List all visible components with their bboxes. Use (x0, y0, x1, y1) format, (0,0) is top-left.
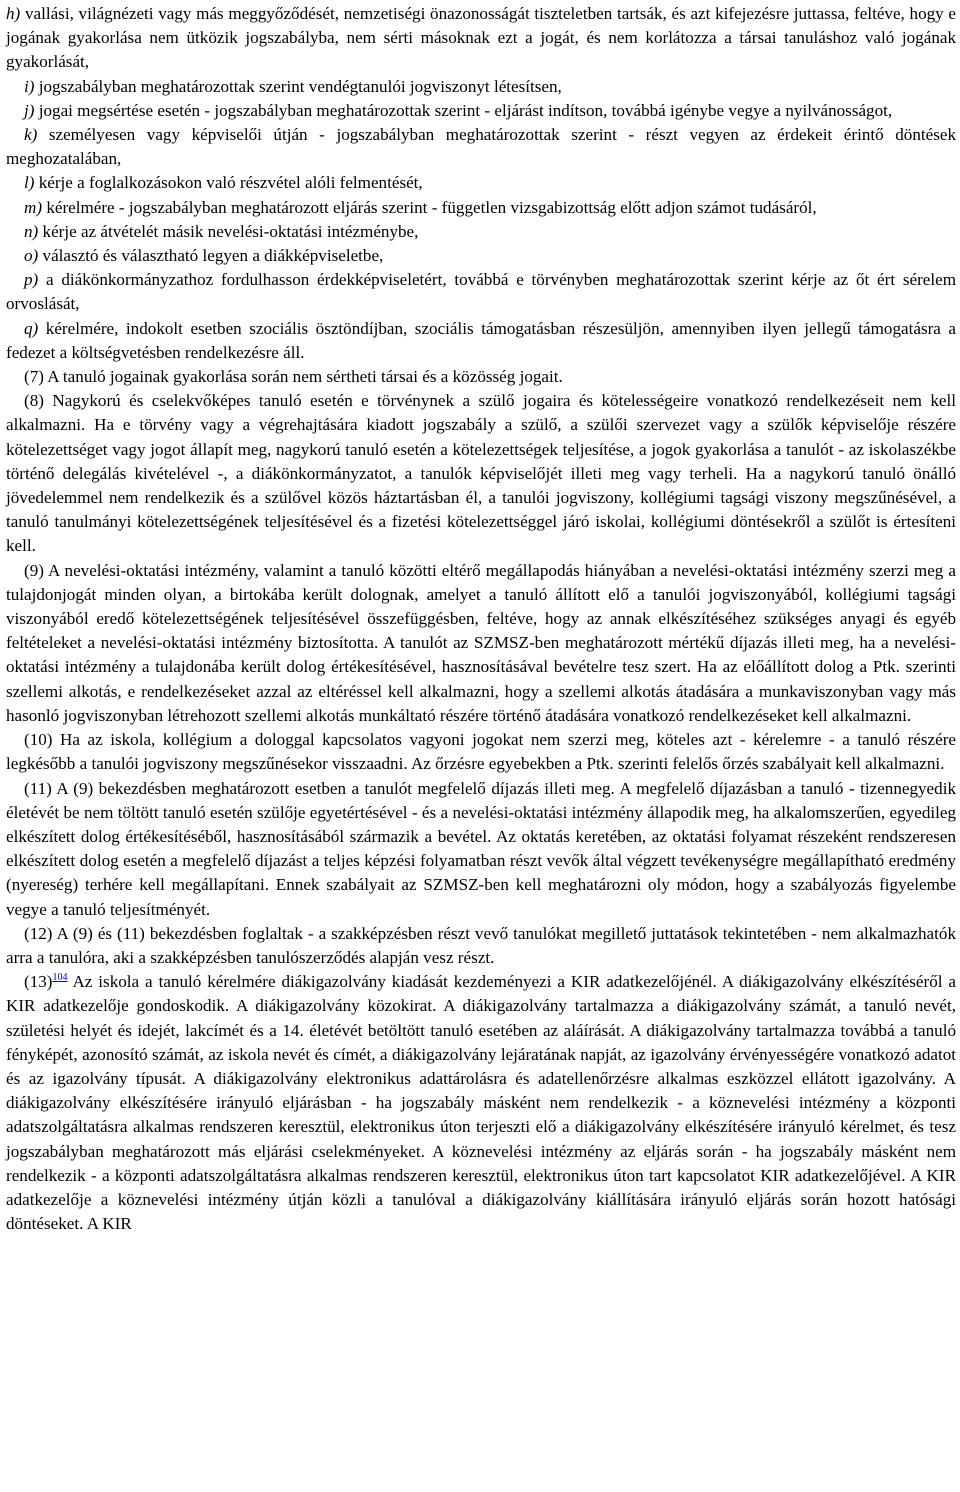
item-marker: j) (24, 100, 35, 120)
footnote-link[interactable]: 104 (52, 972, 68, 984)
item-text: a diákönkormányzathoz fordulhasson érdekképviseletért, továbbá e törvényben meghatározottak szerint kérje az őt ért sérelem orvoslását, (6, 270, 956, 314)
item-text: vallási, világnézeti vagy más meggyőződését, nemzetiségi önazonosságát tiszteletben tartsák, és azt kifejezésre juttassa, feltéve, hogy e jogának gyakorlása nem ütközik jogszabályba, nem sérti másoknak ezt a jogát, és nem korlátozza a társai tanuláshoz való jogának gyakorlását, (6, 4, 956, 72)
item-text: személyesen vagy képviselői útján - jogszabályban meghatározottak szerint - részt vegyen az érdekeit érintő döntések meghozatalában, (6, 125, 956, 169)
item-text: választó és választható legyen a diákképviseletbe, (38, 246, 384, 266)
list-item-p (6, 268, 956, 316)
item-text: kérje az átvételét másik nevelési-oktatási intézménybe, (38, 221, 419, 241)
item-marker: i) (24, 76, 35, 96)
paragraph-9: (9) A nevelési-oktatási intézmény, valamint a tanuló közötti eltérő megállapodás hiányában a nevelési-oktatási intézmény szerzi meg a tulajdonjogát minden olyan, a birtokába került dolognak, amelyet a tanuló állított elő a tanulói jogviszonyából, kollégiumi tagsági viszonyából eredő kötelezettségének teljesítésével összefüggésben, feltéve, hogy az annak elkészítéséhez szükséges anyagi és egyéb feltételeket a nevelési-oktatási intézmény biztosította. A tanulót az SZMSZ-ben meghatározott mértékű díjazás illeti meg, ha a nevelési-oktatási intézmény a tulajdonába került dolog értékesítésével, hasznosításával bevételre tesz szert. Ha az előállított dolog a Ptk. szerinti szellemi alkotás, e rendelkezéseket azzal az eltéréssel kell alkalmazni, hogy a szellemi alkotás átadására a munkaviszonyban vagy más hasonló jogviszonyban létrehozott szellemi alkotás munkáltató részére történő átadására vonatkozó rendelkezéseket kell alkalmazni. (6, 560, 956, 725)
list-item-q (6, 317, 956, 365)
list-item-m (6, 196, 956, 220)
paragraph-text: Az iskola a tanuló kérelmére diákigazolvány kiadását kezdeményezi a KIR adatkezelőjénél. A diákigazolvány elkészítéséről a KIR adatkezelője gondoskodik. A diákigazolvány közokirat. A diákigazolvány tartalmazza a diákigazolvány számát, a tanuló nevét, születési helyét és idejét, lakcímét és a 14. életévét betöltött tanuló esetében az aláírását. A diákigazolvány tartalmazza továbbá a tanuló fényképét, azonosító számát, az iskola nevét és címét, a diákigazolvány lejáratának napját, az igazolvány érvényességére vonatkozó adatot és az igazolvány típusát. A diákigazolvány elektronikus adattárolásra és adatellenőrzésre alkalmas eszközzel ellátott igazolvány. A diákigazolvány elkészítésére irányuló eljárásban - ha jogszabály másként nem rendelkezik - a köznevelési intézmény a központi adatszolgáltatásra alkalmas rendszeren keresztül, elektronikus úton terjeszti elő a diákigazolvány elkészítésére irányuló kérelmet, és tesz jogszabályban meghatározott más eljárási cselekményeket. A köznevelési intézmény az eljárás során - ha jogszabály másként nem rendelkezik - a központi adatszolgáltatásra alkalmas rendszeren keresztül, elektronikus úton tart kapcsolatot KIR adatkezelőjével. A KIR adatkezelője a köznevelési intézmény útján közli a tanulóval a diákigazolvány kiállítására irányuló eljárás során hozott hatósági döntéseket. A KIR (6, 972, 956, 1234)
item-marker: h) (6, 4, 21, 23)
item-text: jogai megsértése esetén - jogszabályban meghatározottak szerint - eljárást indítson, továbbá igénybe vegye a nyilvánosságot, (34, 100, 893, 120)
item-marker: o) (24, 246, 39, 266)
item-marker: p) (24, 270, 39, 290)
list-item-o (6, 244, 956, 268)
item-marker: q) (24, 318, 39, 338)
item-text: kérje a foglalkozásokon való részvétel alóli felmentését, (34, 173, 423, 193)
paragraph-10: (10) Ha az iskola, kollégium a dologgal kapcsolatos vagyoni jogokat nem szerzi meg, köteles azt - kérelemre - a tanuló részére legkésőbb a tanulói jogviszony megszűnésekor visszaadni. Az őrzésre egyebekben a Ptk. szerinti felelős őrzés szabályait kell alkalmazni. (6, 730, 956, 774)
list-item-j (6, 99, 956, 123)
list-item-l (6, 171, 956, 195)
item-text: kérelmére - jogszabályban meghatározott eljárás szerint - független vizsgabizottság előtt adjon számot tudásáról, (42, 197, 817, 217)
item-text: jogszabályban meghatározottak szerint vendégtanulói jogviszonyt létesítsen, (34, 76, 562, 96)
paragraph-12: (12) A (9) és (11) bekezdésben foglaltak - a szakképzésben részt vevő tanulókat megillető juttatások tekintetében - nem alkalmazhatók arra a tanulóra, aki a szakképzésben tanulószerződés alapján vesz részt. (6, 923, 956, 967)
list-item-h (6, 2, 956, 75)
paragraph-13 (6, 970, 956, 1236)
item-marker: m) (24, 197, 43, 217)
list-item-n (6, 220, 956, 244)
item-text: kérelmére, indokolt esetben szociális ösztöndíjban, szociális támogatásban részesüljön, amennyiben ilyen jellegű támogatásra a fedezet a költségvetésben rendelkezésre áll. (6, 318, 956, 362)
paragraph-11: (11) A (9) bekezdésben meghatározott esetben a tanulót megfelelő díjazás illeti meg. A megfelelő díjazásban a tanuló - tizennegyedik életévét be nem töltött tanuló esetén szülője egyetértésével - és a nevelési-oktatási intézmény állapodik meg, ha alkalomszerűen, egyedileg elkészített dolog értékesítéséből, hasznosításából származik a bevétel. Az oktatás keretében, az oktatási folyamat részeként rendszeresen elkészített dolog esetén a megfelelő díjazást a teljes képzési folyamatban részt vevők által végzett tevékenységre megállapítható eredmény (nyereség) terhére kell megállapítani. Ennek szabályait az SZMSZ-ben kell meghatározni oly módon, hogy a szabályozás figyelembe vegye a tanuló teljesítményét. (6, 778, 956, 919)
item-marker: k) (24, 125, 38, 145)
paragraph-8: (8) Nagykorú és cselekvőképes tanuló esetén e törvénynek a szülő jogaira és kötelességeire vonatkozó rendelkezéseit nem kell alkalmazni. Ha e törvény vagy a végrehajtására kiadott jogszabály a szülő, a szülői szervezet vagy a szülők képviselője részére kötelezettséget vagy jogot állapít meg, nagykorú tanuló esetén a kötelezettségek teljesítése, a jogok gyakorlása a tanulót - az iskolaszékbe történő delegálás kivételével -, a diákönkormányzatot, a tanulók képviselőjét illeti meg vagy terheli. Ha a nagykorú tanuló önálló jövedelemmel nem rendelkezik és a szülővel közös háztartásban él, a tanulói jogviszony, kollégiumi tagsági viszony megszűnésével, a tanuló tanulmányi kötelezettségének teljesítésével és a fizetési kötelezettséggel járó iskolai, kollégiumi döntésekről a szülőt is értesíteni kell. (6, 391, 956, 556)
item-marker: l) (24, 173, 35, 193)
footnote-marker (52, 972, 67, 983)
item-marker: n) (24, 221, 39, 241)
paragraph-7: (7) A tanuló jogainak gyakorlása során nem sértheti társai és a közösség jogait. (24, 367, 563, 387)
paragraph-number: (13) (24, 972, 53, 992)
list-item-i (6, 75, 956, 99)
list-item-k (6, 123, 956, 171)
